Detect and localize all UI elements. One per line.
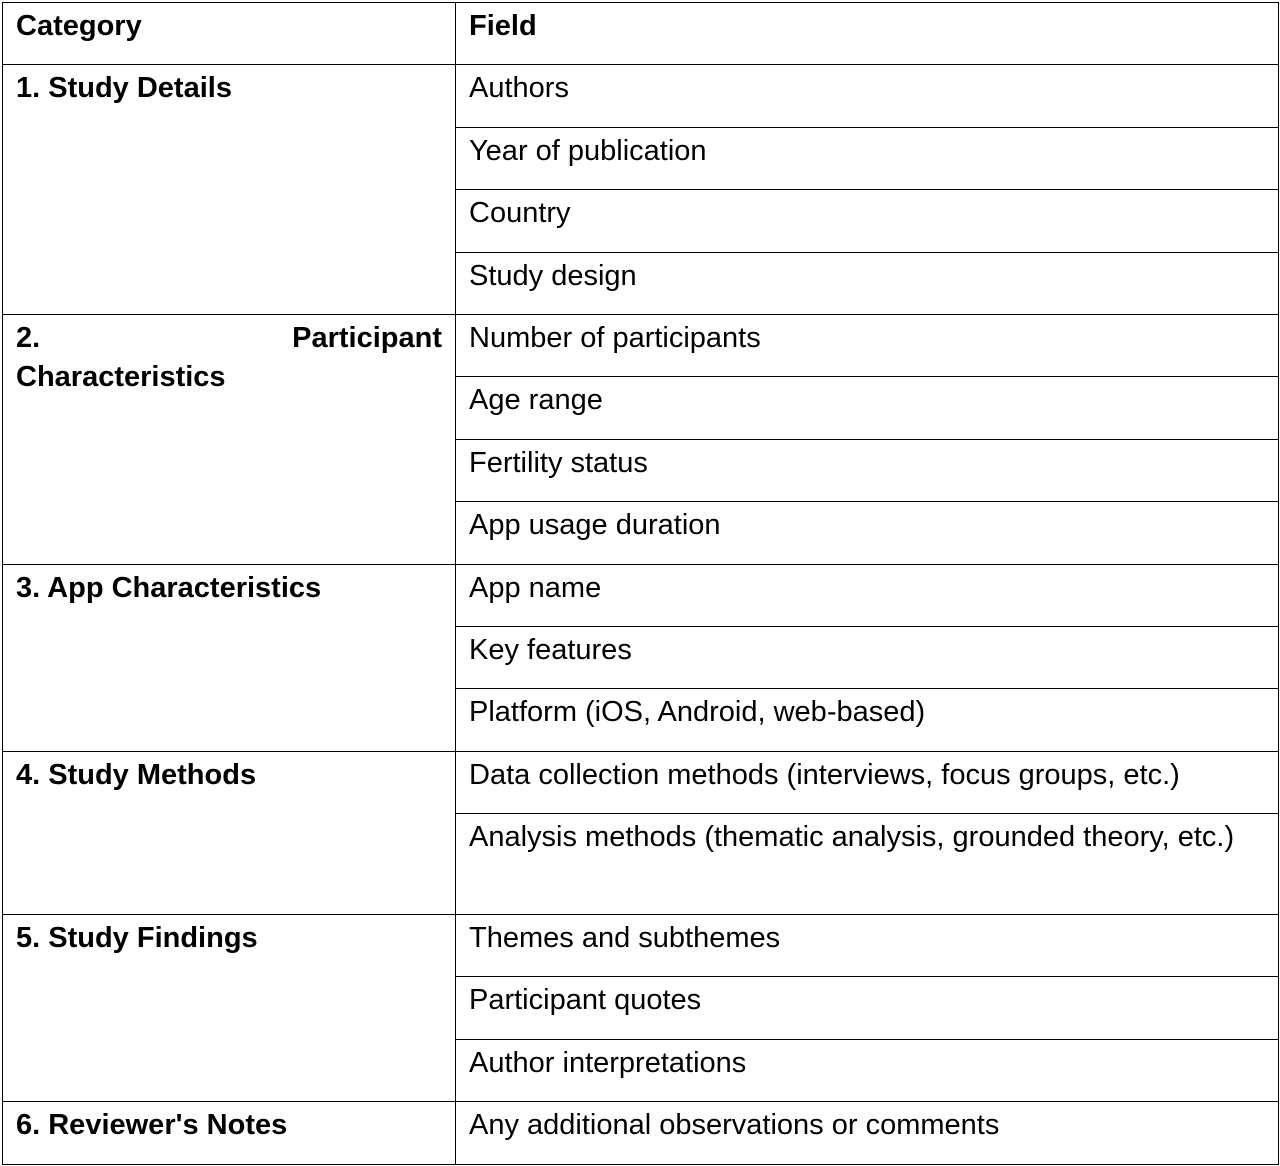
field-cell: Country	[456, 190, 1279, 252]
field-cell: Study design	[456, 252, 1279, 314]
field-cell: Age range	[456, 377, 1279, 439]
field-cell: Year of publication	[456, 127, 1279, 189]
category-header: Category	[3, 3, 456, 65]
field-cell: Platform (iOS, Android, web-based)	[456, 689, 1279, 751]
field-cell: Analysis methods (thematic analysis, grounded theory, etc.)	[456, 814, 1279, 915]
field-cell: Themes and subthemes	[456, 915, 1279, 977]
table-row	[3, 1102, 1279, 1164]
table-row	[3, 314, 1279, 376]
field-cell: Key features	[456, 626, 1279, 688]
field-cell: App usage duration	[456, 502, 1279, 564]
table-row	[3, 915, 1279, 977]
category-line-2: Characteristics	[16, 360, 226, 393]
field-header: Field	[456, 3, 1279, 65]
field-cell: Authors	[456, 65, 1279, 127]
table-row	[3, 65, 1279, 127]
header-row	[3, 3, 1279, 65]
field-cell: Author interpretations	[456, 1039, 1279, 1101]
category-study-details: 1. Study Details	[3, 65, 456, 315]
field-cell: Participant quotes	[456, 977, 1279, 1039]
category-participant-characteristics	[3, 314, 456, 564]
field-cell: Data collection methods (interviews, focus groups, etc.)	[456, 751, 1279, 813]
table-row	[3, 564, 1279, 626]
table-row	[3, 751, 1279, 813]
category-word: Participant	[292, 321, 442, 354]
category-study-methods: 4. Study Methods	[3, 751, 456, 914]
category-app-characteristics: 3. App Characteristics	[3, 564, 456, 751]
field-cell: Number of participants	[456, 314, 1279, 376]
category-study-findings: 5. Study Findings	[3, 915, 456, 1102]
category-number: 2.	[16, 321, 41, 354]
data-extraction-table	[2, 2, 1279, 1165]
category-reviewers-notes: 6. Reviewer's Notes	[3, 1102, 456, 1164]
field-cell: Fertility status	[456, 439, 1279, 501]
category-line-1	[16, 319, 442, 358]
field-cell: Any additional observations or comments	[456, 1102, 1279, 1164]
field-cell: App name	[456, 564, 1279, 626]
